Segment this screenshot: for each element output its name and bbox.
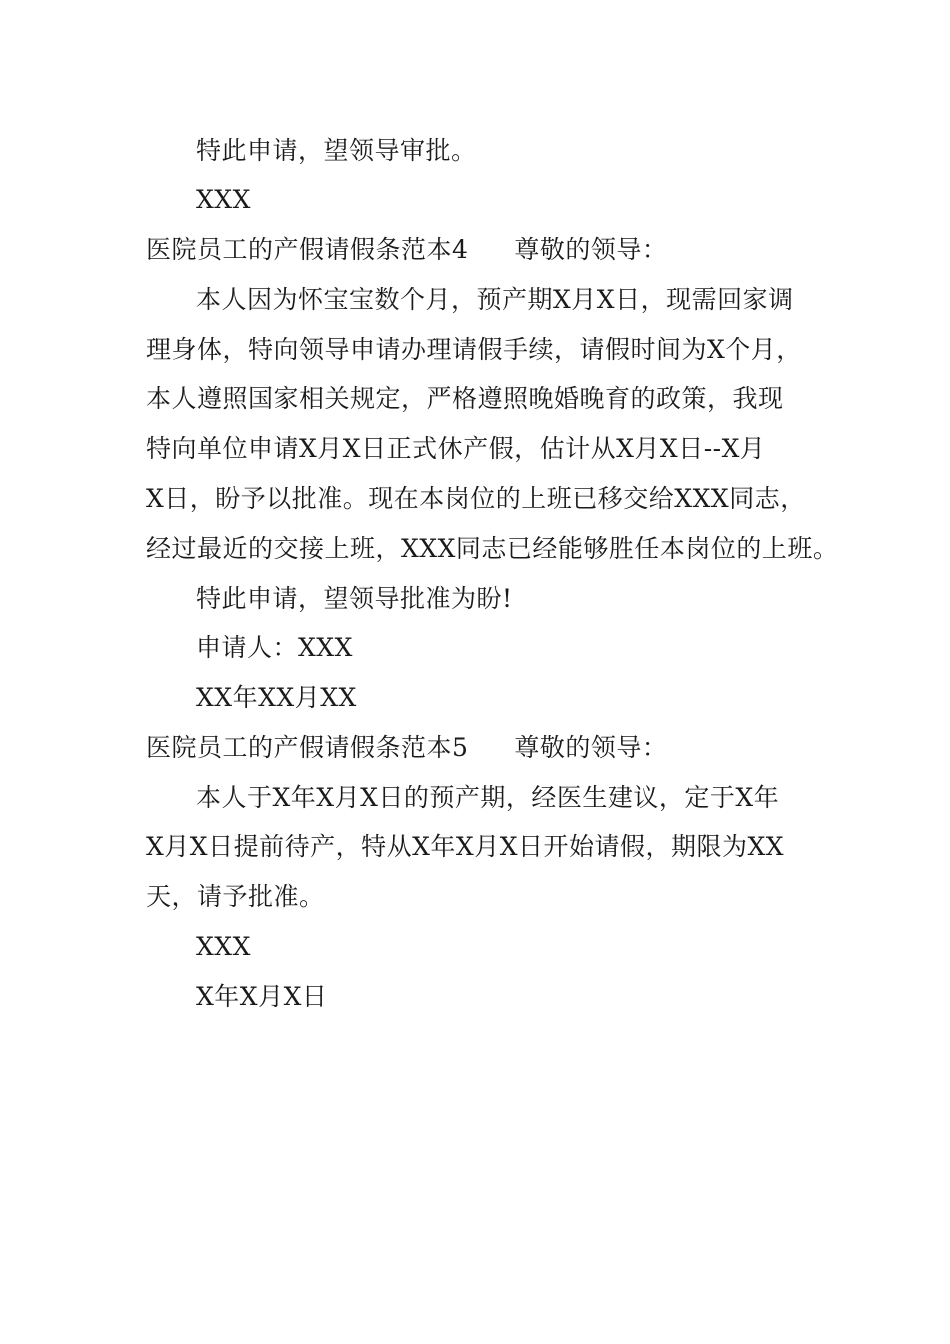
section-heading <box>146 733 667 763</box>
section-heading <box>146 235 667 265</box>
body-line: X月X日提前待产，特从X年X月X日开始请假，期限为XX <box>146 832 785 861</box>
heading-title: 医院员工的产假请假条范本5 <box>146 733 469 762</box>
body-line: 本人遵照国家相关规定，严格遵照晚婚晚育的政策，我现 <box>146 384 784 413</box>
body-line: 天，请予批准。 <box>146 882 325 911</box>
body-line: 本人于X年X月X日的预产期，经医生建议，定于X年 <box>196 783 780 812</box>
date-line: XX年XX月XX <box>196 683 357 712</box>
date-line: X年X月X日 <box>196 982 328 1011</box>
salutation: 尊敬的领导： <box>514 235 668 264</box>
body-line: X日，盼予以批准。现在本岗位的上班已移交给XXX同志， <box>146 484 806 513</box>
signature: XXX <box>196 932 251 961</box>
body-line: 本人因为怀宝宝数个月，预产期X月X日，现需回家调 <box>196 285 794 314</box>
salutation: 尊敬的领导： <box>514 733 668 762</box>
closing-text: 特此申请，望领导批准为盼! <box>196 584 513 613</box>
applicant-line: 申请人：XXX <box>196 633 353 662</box>
heading-title: 医院员工的产假请假条范本4 <box>146 235 469 264</box>
closing-text: 特此申请，望领导审批。 <box>196 136 477 165</box>
body-line: 经过最近的交接上班，XXX同志已经能够胜任本岗位的上班。 <box>146 534 839 563</box>
body-line: 特向单位申请X月X日正式休产假，估计从X月X日--X月 <box>146 434 766 463</box>
body-line: 理身体，特向领导申请办理请假手续，请假时间为X个月， <box>146 335 802 364</box>
signature: XXX <box>196 185 251 214</box>
